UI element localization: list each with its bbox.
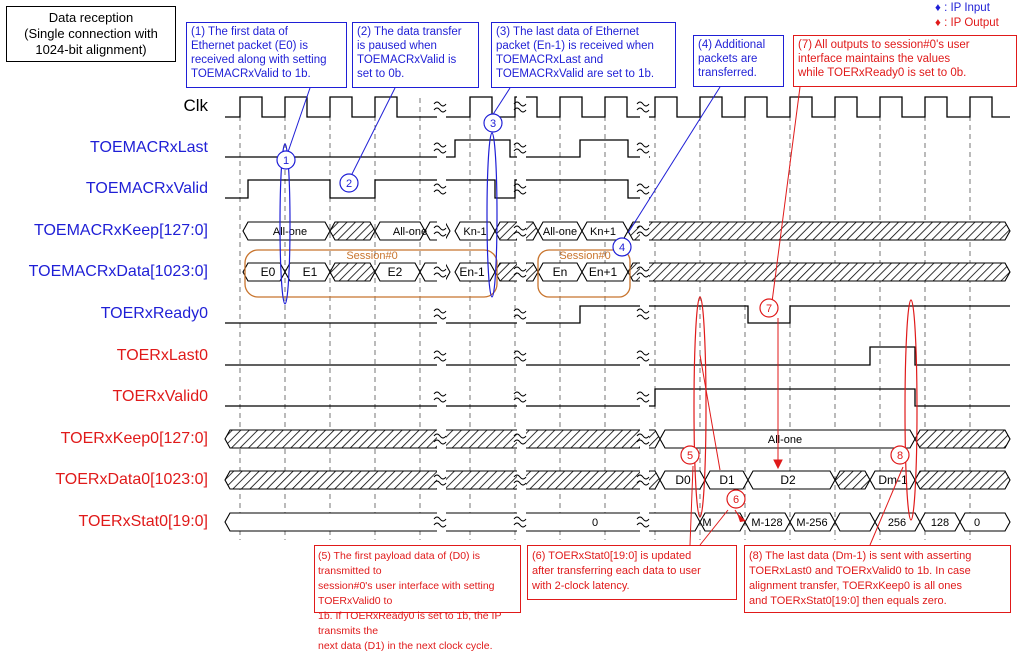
marker-6-label: 6 [732,494,740,506]
time-break-gap [640,95,649,119]
time-break-gap [640,468,649,492]
keep-in-hatched [628,222,1010,240]
signal-label-toerxkeep0: TOERxKeep0[127:0] [60,430,208,447]
signal-label-toerxstat0: TOERxStat0[19:0] [78,513,208,530]
data-in-label-en: En [552,265,568,279]
time-break-gap [517,177,526,201]
note-8: (8) The last data (Dm-1) is sent with asserting TOERxLast0 and TOERxValid0 to 1b. In case alignment transfer, TOERxKeep0 is all ones and TOERxStat0[19:0] then equals zero. [744,545,1011,613]
title-line-1: Data reception [48,10,134,25]
time-break-gap [640,136,649,160]
data-in-label-en+1: En+1 [588,265,618,279]
keep-out-label-allone: All-one [767,434,803,446]
time-break-gap [517,136,526,160]
keep-in-hatched [330,222,375,240]
signal-label-clk: Clk [183,96,208,115]
marker-4-label: 4 [618,242,626,254]
stat-out-label-256: 256 [887,517,907,529]
note-3: (3) The last data of Ethernet packet (En-1) is received when TOEMACRxLast and TOEMACRxValid are set to 1b. [491,22,676,88]
stat-out-label-0-end: 0 [973,517,981,529]
signal-label-toemacrxdata: TOEMACRxData[1023:0] [28,263,208,280]
time-break-gap [640,302,649,326]
data-out-label-d1: D1 [719,473,735,487]
connector-note-3 [492,88,510,116]
signal-label-toerxvalid0: TOERxValid0 [112,388,208,405]
time-break-gap [517,95,526,119]
note-7: (7) All outputs to session#0's user interface maintains the values while TOERxReady0 is set to 0b. [793,35,1017,87]
marker-3-label: 3 [489,118,497,130]
keep-in-label-allone-2: All-one [392,226,428,238]
toerxvalid0-waveform [225,389,1010,406]
time-break-gap [437,219,446,243]
time-break-gap [517,260,526,284]
arrow-7-head [774,460,782,468]
time-break-gap [517,385,526,409]
title-line-2: (Single connection with [24,26,158,41]
data-out-label-dm-1: Dm-1 [878,473,908,487]
note-1: (1) The first data of Ethernet packet (E0) is received along with setting TOEMACRxValid to 1b. [186,22,347,88]
marker-1-label: 1 [282,155,290,167]
time-break-gap [437,385,446,409]
signal-label-toemacrxvalid: TOEMACRxValid [85,180,208,197]
time-break-gap [640,219,649,243]
note-4: (4) Additional packets are transferred. [693,35,784,87]
time-break-gap [437,510,446,534]
stat-out-label-0: 0 [591,517,599,529]
data-in-label-e1: E1 [302,265,318,279]
session-label-2: Session#0 [559,250,611,262]
time-break-gap [517,468,526,492]
stat-out-segment [835,513,875,531]
signal-label-toerxready0: TOERxReady0 [100,305,208,322]
time-break-gap [437,136,446,160]
ip-input-marker-icon: ♦ [935,2,941,14]
time-break-gap [640,260,649,284]
time-break-gap [517,344,526,368]
time-break-gap [640,427,649,451]
title-line-3: 1024-bit alignment) [35,42,147,57]
note-5: (5) The first payload data of (D0) is transmitted to session#0's user interface with setting TOERxValid0 to 1b. If TOERxReady0 is set to 1b, the IP transmits the next data (D1) in the next clock cycle. [314,545,521,613]
connector-5-data [700,355,720,470]
time-break-gap [640,385,649,409]
waveforms [225,97,1010,531]
data-out-label-d0: D0 [675,473,691,487]
ip-output-marker-icon: ♦ [935,17,941,29]
signal-label-toerxlast0: TOERxLast0 [116,347,208,364]
keep-in-label-kn+1: Kn+1 [590,226,616,238]
data-out-hatched [835,471,870,489]
time-break-gap [437,344,446,368]
stat-out-segment [960,513,1010,531]
time-break-gap [640,510,649,534]
time-break-gap [437,427,446,451]
stat-out-segment [225,513,700,531]
clk-waveform [225,97,1010,117]
marker-2-label: 2 [345,178,353,190]
time-break-gap [437,302,446,326]
data-out-hatched [915,471,1010,489]
stat-out-label-128: 128 [930,517,950,529]
time-break-gap [517,302,526,326]
diagram-title-box [6,6,176,62]
legend-ip-input [935,2,990,14]
time-break-gap [517,427,526,451]
data-in-label-e2: E2 [387,265,403,279]
connector-note-2 [352,88,395,174]
note-2: (2) The data transfer is paused when TOEMACRxValid is set to 0b. [352,22,479,88]
note-6: (6) TOERxStat0[19:0] is updated after transferring each data to user with 2-clock latency. [527,545,737,600]
legend-ip-output [935,17,999,29]
ip-output-label: : IP Output [944,17,999,29]
toerxlast0-waveform [225,347,1010,365]
time-break-gap [640,344,649,368]
signal-label-toemacrxkeep: TOEMACRxKeep[127:0] [33,222,208,239]
keep-out-hatched [915,430,1010,448]
data-in-hatched [495,263,538,281]
data-in-hatched [628,263,1010,281]
ip-input-label: : IP Input [944,2,990,14]
time-break-gap [517,219,526,243]
time-break-gap [437,468,446,492]
time-break-gap [517,510,526,534]
marker-8-label: 8 [896,450,904,462]
keep-in-label-allone-3: All-one [542,226,578,238]
stat-out-label-m-256: M-256 [796,517,828,529]
stat-out-label-m-128: M-128 [751,517,783,529]
data-in-label-en-1: En-1 [459,265,485,279]
stat-out-label-m: M [702,517,712,529]
keep-in-hatched [495,222,538,240]
data-in-label-e0: E0 [260,265,276,279]
marker-7-label: 7 [765,303,773,315]
time-break-gap [437,177,446,201]
signal-label-toemacrxlast: TOEMACRxLast [90,139,208,156]
time-break-gap [640,177,649,201]
keep-in-label-kn-1: Kn-1 [463,226,487,238]
time-break-gap [437,95,446,119]
session-label-1: Session#0 [346,250,398,262]
signal-label-toerxdata0: TOERxData0[1023:0] [55,471,208,488]
marker-5-label: 5 [686,450,694,462]
data-in-hatched [330,263,375,281]
time-break-gap [437,260,446,284]
data-out-label-d2: D2 [780,473,796,487]
keep-in-label-allone-1: All-one [272,226,308,238]
